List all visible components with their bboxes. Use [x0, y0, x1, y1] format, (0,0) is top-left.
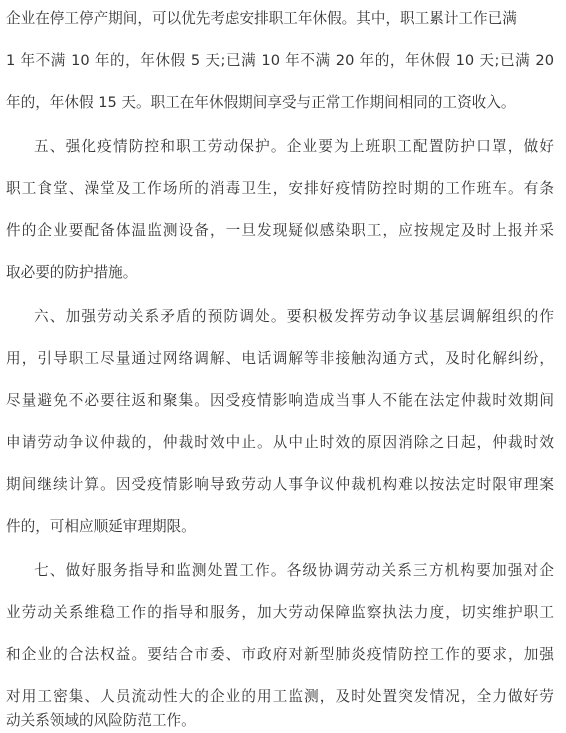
section-7-line-2: 业劳动关系维稳工作的指导和服务，加大劳动保障监察执法力度，切实维护职工 [6, 604, 554, 621]
section-7-line-5: 动关系领域的风险防范工作。 [6, 712, 196, 729]
paragraph-4-line-1: 企业在停工停产期间，可以优先考虑安排职工年休假。其中，职工累计工作已满 [6, 10, 517, 27]
section-5-line-1: 五、强化疫情防控和职工劳动保护。企业要为上班职工配置防护口罩，做好 [34, 138, 554, 155]
section-6-line-5: 期间继续计算。因受疫情影响导致劳动人事争议仲裁机构难以按法定时限审理案 [6, 476, 554, 493]
paragraph-4-line-3: 年的，年休假 15 天。职工在年休假期间享受与正常工作期间相同的工资收入。 [6, 94, 516, 111]
section-6-line-1: 六、加强劳动关系矛盾的预防调处。要积极发挥劳动争议基层调解组织的作 [34, 308, 554, 325]
section-7-line-1: 七、做好服务指导和监测处置工作。各级协调劳动关系三方机构要加强对企 [34, 562, 554, 579]
section-5-line-3: 件的企业要配备体温监测设备，一旦发现疑似感染职工，应按规定及时上报并采 [6, 222, 554, 239]
section-7-line-4: 对用工密集、人员流动性大的企业的用工监测，及时处置突发情况，全力做好劳 [6, 688, 554, 705]
section-5-line-4: 取必要的防护措施。 [6, 264, 138, 281]
section-7-line-3: 和企业的合法权益。要结合市委、市政府对新型肺炎疫情防控工作的要求，加强 [6, 646, 554, 663]
section-6-line-3: 尽量避免不必要往返和聚集。因受疫情影响造成当事人不能在法定仲裁时效期间 [6, 392, 554, 409]
section-5-line-2: 职工食堂、澡堂及工作场所的消毒卫生，安排好疫情防控时期的工作班车。有条 [6, 180, 554, 197]
paragraph-4-line-2: 1 年不满 10 年的，年休假 5 天;已满 10 年不满 20 年的，年休假 10 天;已满 20 [6, 52, 554, 69]
section-6-line-4: 申请劳动争议仲裁的，仲裁时效中止。从中止时效的原因消除之日起，仲裁时效 [6, 434, 554, 451]
section-6-line-2: 用，引导职工尽量通过网络调解、电话调解等非接触沟通方式，及时化解纠纷， [6, 350, 554, 367]
section-6-line-6: 件的，可相应顺延审理期限。 [6, 518, 196, 535]
